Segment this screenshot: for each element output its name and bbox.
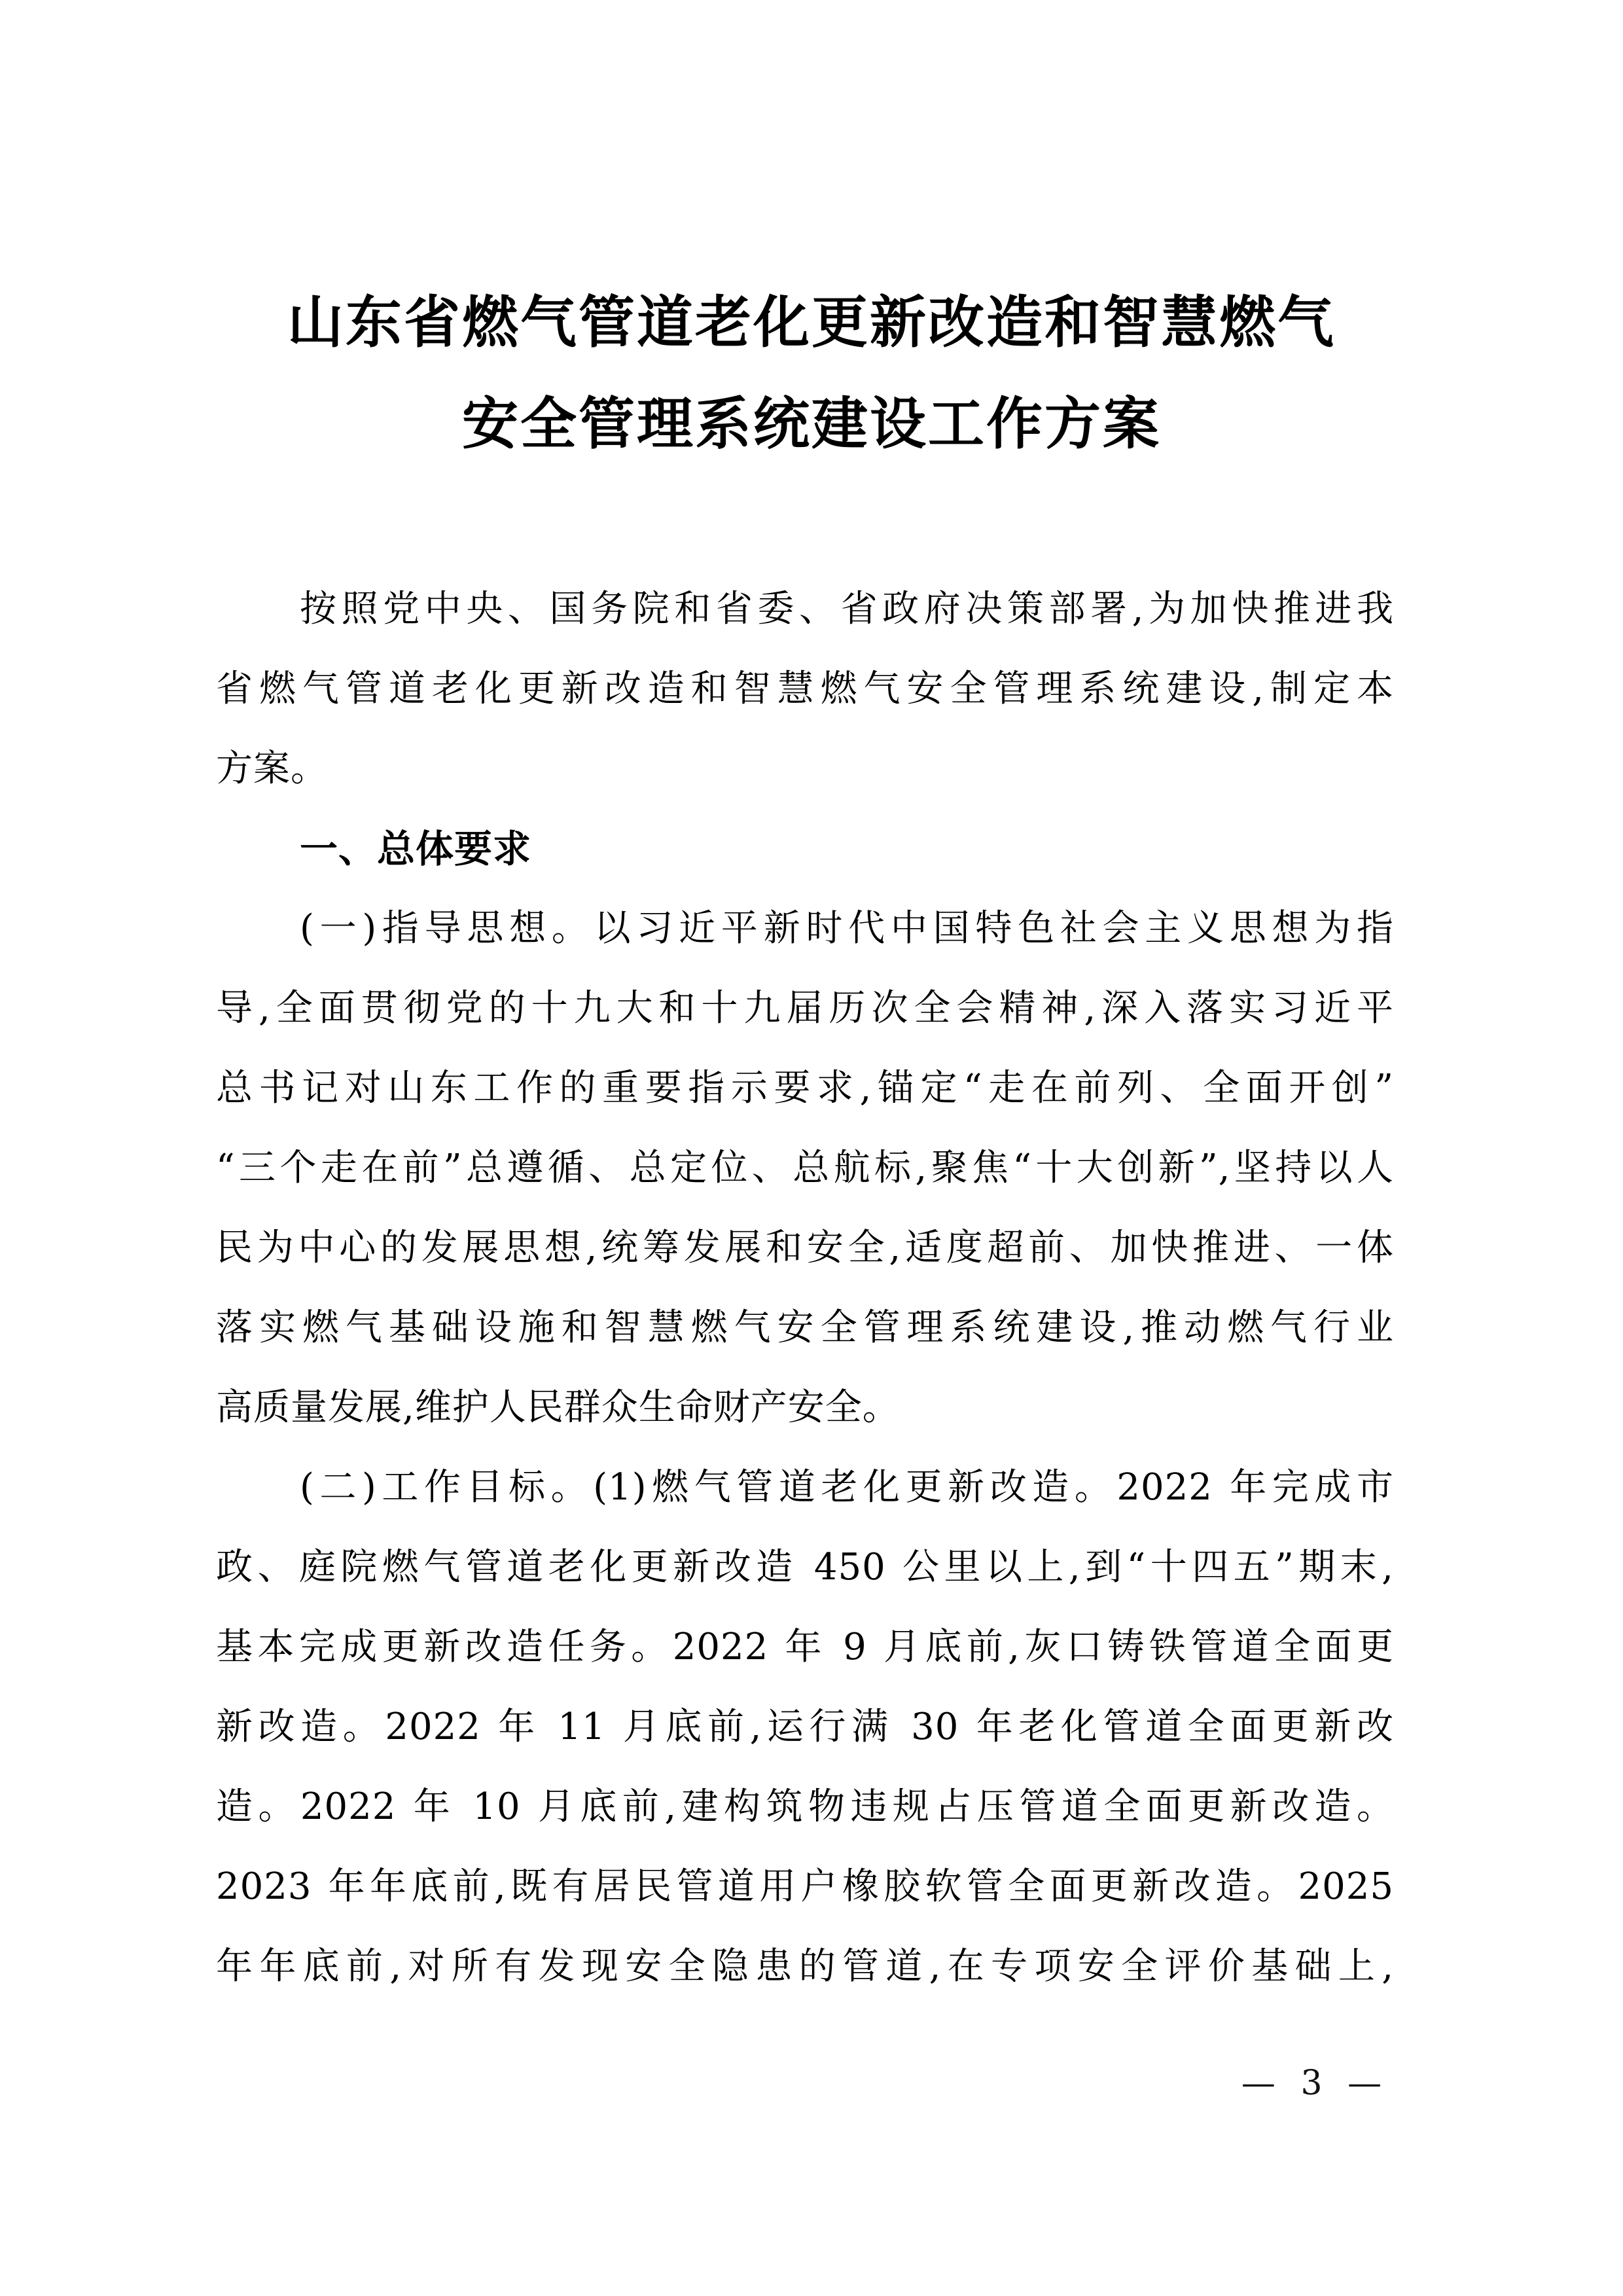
body-line: 民为中心的发展思想,统筹发展和安全,适度超前、加快推进、一体 (216, 1227, 1394, 1269)
document-title (0, 272, 1623, 475)
body-line: 按照党中央、国务院和省委、省政府决策部署,为加快推进我 (300, 588, 1394, 630)
body-line: 落实燃气基础设施和智慧燃气安全管理系统建设,推动燃气行业 (216, 1306, 1394, 1349)
body-line: 2023 年年底前,既有居民管道用户橡胶软管全面更新改造。2025 (216, 1865, 1394, 1908)
body-line: 高质量发展,维护人民群众生命财产安全。 (216, 1386, 900, 1429)
document-title-line-1: 山东省燃气管道老化更新改造和智慧燃气 (287, 289, 1336, 355)
body-line: 导,全面贯彻党的十九大和十九届历次全会精神,深入落实习近平 (216, 987, 1394, 1030)
body-line: 省燃气管道老化更新改造和智慧燃气安全管理系统建设,制定本 (216, 668, 1394, 710)
body-line: 政、庭院燃气管道老化更新改造 450 公里以上,到“十四五”期末, (216, 1546, 1394, 1588)
page-number: — 3 — (1241, 2064, 1383, 2103)
body-line: “三个走在前”总遵循、总定位、总航标,聚焦“十大创新”,坚持以人 (216, 1147, 1394, 1189)
body-line: 年年底前,对所有发现安全隐患的管道,在专项安全评价基础上, (216, 1945, 1394, 1988)
body-line: 方案。 (216, 747, 328, 790)
body-line (216, 889, 1394, 969)
paragraph-text: (1)燃气管道老化更新改造。2022 年完成市 (593, 1466, 1394, 1509)
body-line: 总书记对山东工作的重要指示要求,锚定“走在前列、全面开创” (216, 1067, 1394, 1109)
body-line (216, 1448, 1394, 1528)
body-line: 基本完成更新改造任务。2022 年 9 月底前,灰口铸铁管道全面更 (216, 1626, 1394, 1668)
document-title-line-2: 安全管理系统建设工作方案 (462, 391, 1161, 457)
paragraph-lead: (一)指导思想。 (300, 907, 594, 950)
body-line: 造。2022 年 10 月底前,建构筑物违规占压管道全面更新改造。 (216, 1785, 1394, 1828)
paragraph-lead: (二)工作目标。 (300, 1466, 594, 1509)
body-line: 新改造。2022 年 11 月底前,运行满 30 年老化管道全面更新改 (216, 1706, 1394, 1748)
document-body (216, 569, 1394, 2007)
section-heading: 一、总体要求 (300, 827, 532, 871)
paragraph-text: 以习近平新时代中国特色社会主义思想为指 (594, 907, 1394, 950)
